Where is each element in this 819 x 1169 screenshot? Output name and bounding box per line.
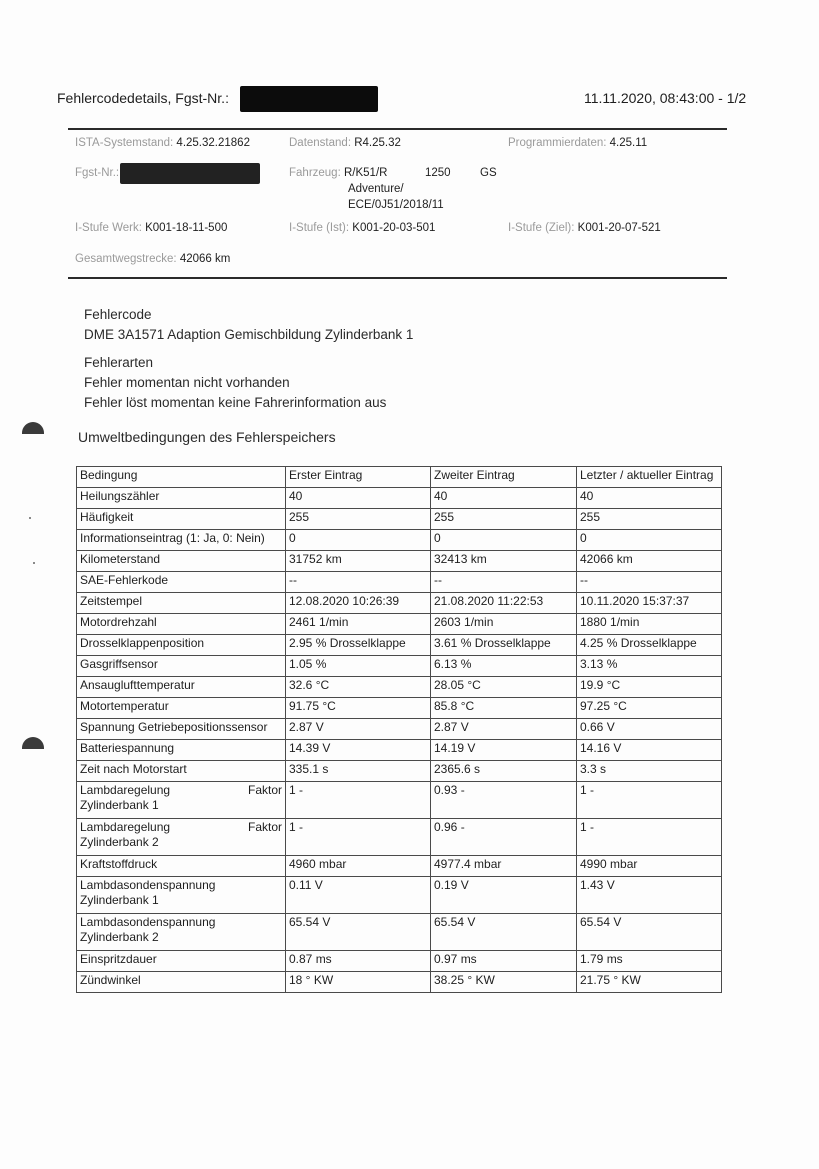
istufe-ist: [289, 222, 435, 234]
table-row: [77, 698, 722, 719]
first-entry-cell: 18 ° KW: [286, 972, 431, 993]
last-entry-cell: 1 -: [577, 819, 722, 856]
page-title: Fehlercodedetails, Fgst-Nr.:: [57, 90, 229, 106]
second-entry-cell: 14.19 V: [431, 740, 577, 761]
istufe-ziel: [508, 222, 661, 234]
gesamtwegstrecke: [75, 253, 230, 265]
second-entry-cell: 4977.4 mbar: [431, 856, 577, 877]
table-row: [77, 635, 722, 656]
first-entry-cell: 12.08.2020 10:26:39: [286, 593, 431, 614]
table-row: [77, 719, 722, 740]
gesamtwegstrecke-label: Gesamtwegstrecke:: [75, 253, 177, 265]
condition-name-cell: Drosselklappenposition: [77, 635, 286, 656]
table-row: [77, 782, 722, 819]
scan-speck: [29, 517, 31, 519]
fahrzeug-cc: 1250: [425, 167, 451, 179]
punch-hole-top: [22, 422, 44, 434]
first-entry-cell: 31752 km: [286, 551, 431, 572]
ista-value: 4.25.32.21862: [176, 137, 250, 149]
condition-name-continuation: Zylinderbank 2: [80, 930, 159, 944]
second-entry-cell: 21.08.2020 11:22:53: [431, 593, 577, 614]
last-entry-cell: 4990 mbar: [577, 856, 722, 877]
second-entry-cell: 255: [431, 509, 577, 530]
first-entry-cell: 335.1 s: [286, 761, 431, 782]
last-entry-cell: 40: [577, 488, 722, 509]
condition-name-cell: Zeit nach Motorstart: [77, 761, 286, 782]
condition-name-cell: [77, 819, 286, 856]
table-row: [77, 740, 722, 761]
table-row: [77, 488, 722, 509]
first-entry-cell: 0: [286, 530, 431, 551]
last-entry-cell: 1.79 ms: [577, 951, 722, 972]
condition-name-cell: Gasgriffsensor: [77, 656, 286, 677]
environment-conditions-table: [76, 466, 722, 993]
column-header-zweiter: Zweiter Eintrag: [431, 467, 577, 488]
header-rule: [68, 128, 727, 130]
fahrzeug-line2: Adventure/: [348, 183, 404, 195]
istufe-werk-value: K001-18-11-500: [145, 222, 228, 234]
fehlercode-heading: Fehlercode: [84, 307, 152, 322]
fahrzeug-label: Fahrzeug:: [289, 167, 341, 179]
istufe-werk: [75, 222, 227, 234]
last-entry-cell: 10.11.2020 15:37:37: [577, 593, 722, 614]
table-row: [77, 614, 722, 635]
datenstand: [289, 137, 401, 149]
condition-name-cell: Kraftstoffdruck: [77, 856, 286, 877]
second-entry-cell: 38.25 ° KW: [431, 972, 577, 993]
last-entry-cell: 19.9 °C: [577, 677, 722, 698]
table-row: [77, 951, 722, 972]
second-entry-cell: 28.05 °C: [431, 677, 577, 698]
table-body: [77, 488, 722, 993]
table-row: [77, 656, 722, 677]
first-entry-cell: 40: [286, 488, 431, 509]
last-entry-cell: --: [577, 572, 722, 593]
istufe-ist-label: I-Stufe (Ist):: [289, 222, 350, 234]
condition-name-cell: Einspritzdauer: [77, 951, 286, 972]
condition-name-cell: [77, 877, 286, 914]
last-entry-cell: 3.3 s: [577, 761, 722, 782]
condition-name-cell: [77, 782, 286, 819]
condition-name: Lambdaregelung: [80, 783, 171, 797]
last-entry-cell: 1.43 V: [577, 877, 722, 914]
programmierdaten: [508, 137, 647, 149]
first-entry-cell: 2.95 % Drosselklappe: [286, 635, 431, 656]
umweltbedingungen-heading: Umweltbedingungen des Fehlerspeichers: [78, 429, 336, 445]
last-entry-cell: 65.54 V: [577, 914, 722, 951]
datenstand-value: R4.25.32: [354, 137, 401, 149]
redacted-vin-meta: [120, 163, 260, 184]
last-entry-cell: 97.25 °C: [577, 698, 722, 719]
condition-name-cell: SAE-Fehlerkode: [77, 572, 286, 593]
column-header-erster: Erster Eintrag: [286, 467, 431, 488]
last-entry-cell: 14.16 V: [577, 740, 722, 761]
fehlerarten-heading: Fehlerarten: [84, 355, 154, 370]
table-row: [77, 509, 722, 530]
second-entry-cell: 85.8 °C: [431, 698, 577, 719]
condition-name-cell: Spannung Getriebepositionssensor: [77, 719, 286, 740]
istufe-ziel-label: I-Stufe (Ziel):: [508, 222, 575, 234]
second-entry-cell: 0: [431, 530, 577, 551]
first-entry-cell: 4960 mbar: [286, 856, 431, 877]
table-row: [77, 572, 722, 593]
first-entry-cell: 0.11 V: [286, 877, 431, 914]
istufe-ziel-value: K001-20-07-521: [577, 222, 661, 234]
first-entry-cell: 32.6 °C: [286, 677, 431, 698]
datenstand-label: Datenstand:: [289, 137, 352, 149]
fahrzeug-line3: ECE/0J51/2018/11: [348, 199, 444, 211]
second-entry-cell: 0.93 -: [431, 782, 577, 819]
last-entry-cell: 0: [577, 530, 722, 551]
condition-name-continuation: Zylinderbank 1: [80, 798, 159, 812]
last-entry-cell: 1880 1/min: [577, 614, 722, 635]
first-entry-cell: 1 -: [286, 782, 431, 819]
condition-name-line: [80, 783, 282, 798]
fahrzeug-gs: GS: [480, 167, 497, 179]
condition-name-line: [80, 820, 282, 835]
condition-name-cell: Batteriespannung: [77, 740, 286, 761]
table-row: [77, 914, 722, 951]
table-row: [77, 530, 722, 551]
fahrzeug-model: R/K51/R: [343, 167, 388, 179]
istufe-ist-value: K001-20-03-501: [352, 222, 436, 234]
second-entry-cell: 3.61 % Drosselklappe: [431, 635, 577, 656]
first-entry-cell: 0.87 ms: [286, 951, 431, 972]
second-entry-cell: 32413 km: [431, 551, 577, 572]
table-row: [77, 677, 722, 698]
second-entry-cell: 40: [431, 488, 577, 509]
programmierdaten-value: 4.25.11: [609, 137, 648, 149]
condition-name-continuation: Zylinderbank 1: [80, 893, 159, 907]
table-row: [77, 877, 722, 914]
last-entry-cell: 255: [577, 509, 722, 530]
last-entry-cell: 21.75 ° KW: [577, 972, 722, 993]
first-entry-cell: 2461 1/min: [286, 614, 431, 635]
condition-name: Lambdasondenspannung: [80, 915, 216, 929]
table-header-row: [77, 467, 722, 488]
condition-name-cell: Motordrehzahl: [77, 614, 286, 635]
condition-name: Lambdasondenspannung: [80, 878, 216, 892]
first-entry-cell: 255: [286, 509, 431, 530]
table-row: [77, 593, 722, 614]
ista-label: ISTA-Systemstand:: [75, 137, 174, 149]
scan-speck: [33, 562, 35, 564]
condition-name-cell: Heilungszähler: [77, 488, 286, 509]
second-entry-cell: --: [431, 572, 577, 593]
table-row: [77, 819, 722, 856]
column-header-letzter: Letzter / aktueller Eintrag: [577, 467, 722, 488]
condition-name-cell: Motortemperatur: [77, 698, 286, 719]
print-datetime-page: 11.11.2020, 08:43:00 - 1/2: [584, 90, 747, 106]
second-entry-cell: 0.96 -: [431, 819, 577, 856]
punch-hole-bottom: [22, 737, 44, 749]
last-entry-cell: 1 -: [577, 782, 722, 819]
condition-qualifier: Faktor: [247, 783, 282, 797]
second-entry-cell: 65.54 V: [431, 914, 577, 951]
fehlerart-1: Fehler momentan nicht vorhanden: [84, 375, 290, 390]
condition-name: Lambdaregelung: [80, 820, 171, 834]
first-entry-cell: --: [286, 572, 431, 593]
second-entry-cell: 2.87 V: [431, 719, 577, 740]
fgst-nr: [75, 167, 119, 179]
table-row: [77, 856, 722, 877]
redacted-vin-header: [240, 86, 378, 112]
table-row: [77, 761, 722, 782]
second-entry-cell: 6.13 %: [431, 656, 577, 677]
gesamtwegstrecke-value: 42066 km: [179, 253, 231, 265]
first-entry-cell: 1.05 %: [286, 656, 431, 677]
meta-rule: [68, 277, 727, 279]
first-entry-cell: 1 -: [286, 819, 431, 856]
condition-name-cell: Kilometerstand: [77, 551, 286, 572]
second-entry-cell: 2365.6 s: [431, 761, 577, 782]
ista-systemstand: [75, 137, 250, 149]
fgst-label: Fgst-Nr.:: [75, 167, 120, 179]
condition-name-cell: Zündwinkel: [77, 972, 286, 993]
condition-name-cell: Ansauglufttemperatur: [77, 677, 286, 698]
last-entry-cell: 0.66 V: [577, 719, 722, 740]
second-entry-cell: 0.19 V: [431, 877, 577, 914]
fehlercode-text: DME 3A1571 Adaption Gemischbildung Zylinderbank 1: [84, 327, 414, 342]
first-entry-cell: 65.54 V: [286, 914, 431, 951]
fehlerart-2: Fehler löst momentan keine Fahrerinformation aus: [84, 395, 387, 410]
condition-name-cell: Häufigkeit: [77, 509, 286, 530]
programmierdaten-label: Programmierdaten:: [508, 137, 607, 149]
istufe-werk-label: I-Stufe Werk:: [75, 222, 142, 234]
second-entry-cell: 0.97 ms: [431, 951, 577, 972]
first-entry-cell: 14.39 V: [286, 740, 431, 761]
condition-name-continuation: Zylinderbank 2: [80, 835, 159, 849]
condition-name-cell: [77, 914, 286, 951]
last-entry-cell: 4.25 % Drosselklappe: [577, 635, 722, 656]
condition-name-cell: Informationseintrag (1: Ja, 0: Nein): [77, 530, 286, 551]
column-header-bedingung: Bedingung: [77, 467, 286, 488]
first-entry-cell: 2.87 V: [286, 719, 431, 740]
condition-qualifier: Faktor: [247, 820, 282, 834]
last-entry-cell: 3.13 %: [577, 656, 722, 677]
table-row: [77, 972, 722, 993]
last-entry-cell: 42066 km: [577, 551, 722, 572]
table-row: [77, 551, 722, 572]
fahrzeug: [289, 167, 387, 179]
second-entry-cell: 2603 1/min: [431, 614, 577, 635]
condition-name-cell: Zeitstempel: [77, 593, 286, 614]
first-entry-cell: 91.75 °C: [286, 698, 431, 719]
